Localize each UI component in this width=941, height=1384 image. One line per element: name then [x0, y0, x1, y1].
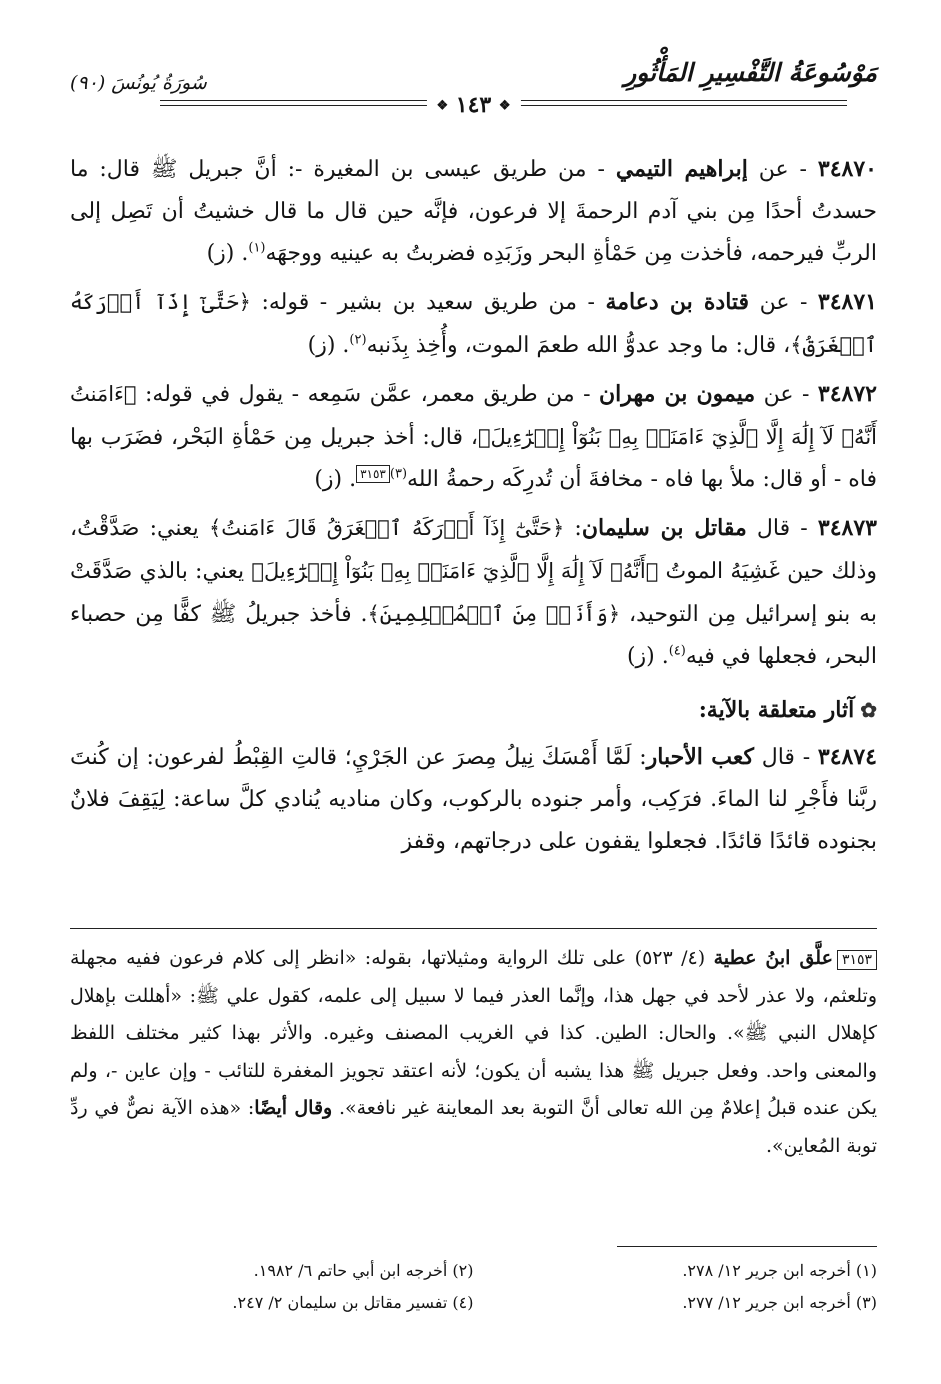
footnote-marker[interactable]: (٤) [668, 643, 686, 659]
page-number: ١٤٣ [455, 92, 492, 118]
narration-34873: ٣٤٨٧٣ - قال مقاتل بن سليمان: ﴿حَتَّىٰٓ إِذَآ أَدۡرَكَهُ ٱلۡغَرَقُ قَالَ ءَامَنتُ﴾ يعني: صَدَّقْتُ، وذلك حين غَشِيَهُ الموتُ ﴿أَنَّهُۥ لَآ إِلَٰهَ إِلَّا ٱلَّذِيٓ ءَامَنَتۡ بِهِۦ بَنُوٓاْ إِسۡرَٰٓءِيلَ﴾ يعني: بالذي صَدَّقَتْ به بنو إسرائيل مِن التوحيد، ﴿وَأَنَا۠ مِنَ ٱلۡمُسۡلِمِينَ﴾. فأخذ جبريلُ ﷺ كفًّا مِن حصباء البحر، فجعلها في فيه$^{(٤)}$. (ز) [70, 515, 877, 669]
narrator-name: ميمون بن مهران [599, 381, 756, 407]
footnote-rule [617, 1246, 877, 1247]
quran-verse: ﴿أَنَّهُۥ لَآ إِلَٰهَ إِلَّا ٱلَّذِيٓ ءَامَنَتۡ بِهِۦ بَنُوٓاْ إِسۡرَٰٓءِيلَ﴾ [251, 559, 659, 583]
footnote-1: (١) أخرجه ابن جرير ١٢/ ٢٧٨. [682, 1261, 877, 1280]
narration-text: : لَمَّا أَمْسَكَ نِيلُ مِصرَ عن الجَرْيِ؛ قالتِ القِبْطُ لفرعون: إن كُنتَ ربَّنا فأَجْرِ لنا الماءَ. فرَكِب، وأمر جنوده بالركوب، وكان مناديه يُنادي كلَّ ساعة: لِيَقِفَ فلانٌ بجنوده قائدًا قائدًا. فجعلوا يقفون على درجاتهم، وقفز [70, 745, 877, 854]
main-text [70, 148, 877, 869]
footnote-4: (٤) تفسير مقاتل بن سليمان ٢/ ٢٤٧. [232, 1293, 474, 1312]
commentary-text: ٣١٥٣علَّق ابنُ عطية (٤/ ٥٢٣) على تلك الرواية ومثيلاتها، بقوله: «انظر إلى كلام فرعون ففيه مجهلة وتلعثم، ولا عذر لأحد في جهل هذا، وإنَّما العذر فيما لا سبيل إلى علمه، كقول علي ﷺ: «أهللت بإهلال كإهلال النبي ﷺ». والحال: الطين. كذا في الغريب المصنف وغيره. والأثر بهذا كثير مختلف اللفظ والمعنى واحد. وفعل جبريل ﷺ هذا يشبه أن يكون؛ لأنه اعتقد تجويز المغفرة للتائب - وإن عاين -، ولم يكن عنده قبلُ إعلامٌ مِن الله تعالى أنَّ التوبة بعد المعاينة غير نافعة». وقال أيضًا: «هذه الآية نصٌّ في ردِّ توبة المُعاين». [70, 947, 877, 1157]
footnotes [70, 1258, 877, 1316]
footnote-marker[interactable]: (٢) [349, 332, 367, 348]
commentary-divider [70, 928, 877, 929]
narrator-name: كعب الأحبار [646, 744, 754, 770]
book-title: مَوْسُوعَةُ التَّفْسِيرِ المَأْثُورِ [624, 58, 877, 87]
surah-reference: سُورَةُ يُونُسَ (٩٠) [70, 72, 207, 94]
section-heading: ✿آثار متعلقة بالآية: [698, 697, 877, 723]
quran-verse: ﴿حَتَّىٰٓ إِذَآ أَدۡرَكَهُ ٱلۡغَرَقُ قَالَ ءَامَنتُ﴾ [208, 516, 565, 540]
narrator-name: مقاتل بن سليمان [581, 515, 747, 541]
ornament-icon: ❖ [498, 98, 511, 114]
commentary-number: ٣١٥٣ [837, 950, 877, 970]
commentary-block [70, 940, 877, 1165]
narration-text: - من طريق عيسى بن المغيرة -: أنَّ جبريل ﷺ قال: ما حسدتُ أحدًا مِن بني آدم الرحمةَ إلا فرعون، فإنَّه حين قال ما قال خشيتُ أن تَصِل إلى الربِّ فيرحمه، فأخذت مِن حَمْأةِ البحر وزَبَدِه فضربتُ به عينيه ووجهَه [70, 157, 877, 266]
quran-verse: ﴿وَأَنَا۠ مِنَ ٱلۡمُسۡلِمِينَ﴾ [367, 602, 621, 626]
narration-34870: ٣٤٨٧٠ - عن إبراهيم التيمي - من طريق عيسى بن المغيرة -: أنَّ جبريل ﷺ قال: ما حسدتُ أحدًا مِن بني آدم الرحمةَ إلا فرعون، فإنَّه حين قال ما قال خشيتُ أن تَصِل إلى الربِّ فيرحمه، فأخذت مِن حَمْأةِ البحر وزَبَدِه فضربتُ به عينيه ووجهَه$^{(١)}$. (ز) [70, 156, 877, 266]
footnote-marker[interactable]: (١) [248, 240, 266, 256]
page-number-block [426, 92, 520, 118]
narration-34871: ٣٤٨٧١ - عن قتادة بن دعامة - من طريق سعيد بن بشير - قوله: ﴿حَتَّىٰٓ إِذَآ أَدۡرَكَهُ ٱلۡغَرَقُ﴾، قال: ما وجد عدوُّ الله طعمَ الموت، وأُخِذ بِذَنبه$^{(٢)}$. (ز) [70, 289, 877, 358]
footnote-3: (٣) أخرجه ابن جرير ١٢/ ٢٧٧. [682, 1293, 877, 1312]
flower-ornament-icon: ✿ [860, 698, 877, 722]
narration-number: ٣٤٨٧٢ [817, 381, 877, 407]
footnote-marker[interactable]: (٣) [389, 466, 408, 482]
narrator-name: إبراهيم التيمي [615, 156, 748, 182]
narration-number: ٣٤٨٧١ [817, 289, 877, 315]
narrator-name: قتادة بن دعامة [605, 289, 750, 315]
narration-34872: ٣٤٨٧٢ - عن ميمون بن مهران - من طريق معمر، عمَّن سَمِعه - يقول في قوله: ﴿ءَامَنتُ أَنَّهُۥ لَآ إِلَٰهَ إِلَّا ٱلَّذِيٓ ءَامَنَتۡ بِهِۦ بَنُوٓاْ إِسۡرَٰٓءِيلَ﴾، قال: أخذ جبريل مِن حَمْأةِ البَحْر، فضَرَب بها فاه - أو قال: ملأ بها فاه - مخافةَ أن تُدرِكَه رحمةُ الله$^{(٣)}$٣١٥٣. (ز) [70, 381, 877, 492]
quran-verse: ﴿حَتَّىٰٓ إِذَآ أَدۡرَكَهُ ٱلۡغَرَقُ﴾ [70, 290, 877, 357]
narration-number: ٣٤٨٧٣ [817, 515, 877, 541]
quran-verse: ﴿ءَامَنتُ أَنَّهُۥ لَآ إِلَٰهَ إِلَّا ٱلَّذِيٓ ءَامَنَتۡ بِهِۦ بَنُوٓاْ إِسۡرَٰٓءِيلَ﴾ [70, 382, 877, 449]
book-page [70, 0, 877, 1384]
commentator: علَّق ابنُ عطية [713, 947, 833, 969]
narration-number: ٣٤٨٧٠ [817, 156, 877, 182]
narration-34874: ٣٤٨٧٤ - قال كعب الأحبار: لَمَّا أَمْسَكَ نِيلُ مِصرَ عن الجَرْيِ؛ قالتِ القِبْطُ لفرعون: إن كُنتَ ربَّنا فأَجْرِ لنا الماءَ. فرَكِب، وأمر جنوده بالركوب، وكان مناديه يُنادي كلَّ ساعة: لِيَقِفَ فلانٌ بجنوده قائدًا قائدًا. فجعلوا يقفون على درجاتهم، وقفز [70, 744, 877, 854]
narration-number: ٣٤٨٧٤ [817, 744, 877, 770]
ornament-icon: ❖ [436, 98, 449, 114]
footnote-2: (٢) أخرجه ابن أبي حاتم ٦/ ١٩٨٢. [253, 1261, 474, 1280]
page-header [70, 56, 877, 128]
commentary-reference[interactable]: ٣١٥٣ [356, 465, 390, 483]
